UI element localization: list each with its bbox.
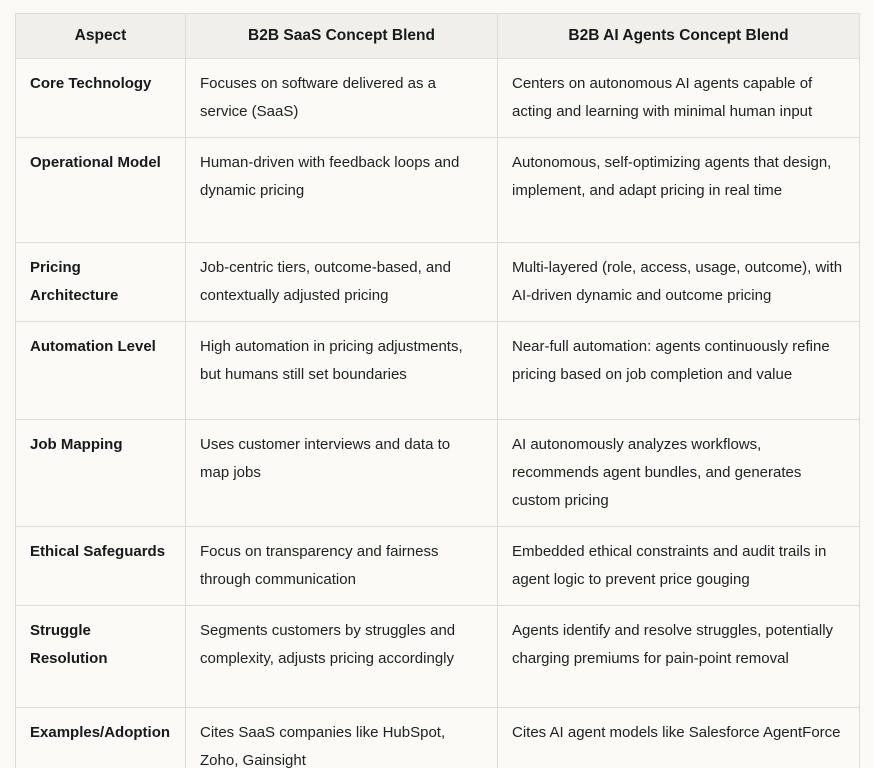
saas-cell: Human-driven with feedback loops and dynamic pricing	[186, 138, 498, 243]
saas-cell: Cites SaaS companies like HubSpot, Zoho, Gainsight	[186, 708, 498, 768]
ai-cell: Cites AI agent models like Salesforce AgentForce	[498, 708, 860, 768]
saas-cell: Uses customer interviews and data to map jobs	[186, 420, 498, 527]
header-row	[16, 14, 860, 59]
table-row-automation-level	[16, 322, 860, 420]
column-header-saas: B2B SaaS Concept Blend	[186, 14, 498, 59]
column-header-aspect: Aspect	[16, 14, 186, 59]
ai-cell: Autonomous, self-optimizing agents that design, implement, and adapt pricing in real time	[498, 138, 860, 243]
aspect-cell: Operational Model	[16, 138, 186, 243]
table-row-ethical-safeguards	[16, 527, 860, 606]
table-row-job-mapping	[16, 420, 860, 527]
ai-cell: Embedded ethical constraints and audit trails in agent logic to prevent price gouging	[498, 527, 860, 606]
saas-cell: Segments customers by struggles and complexity, adjusts pricing accordingly	[186, 606, 498, 708]
aspect-cell: Ethical Safeguards	[16, 527, 186, 606]
aspect-cell: Examples/Adoption	[16, 708, 186, 768]
aspect-cell: Job Mapping	[16, 420, 186, 527]
table-row-core-technology	[16, 59, 860, 138]
saas-cell: Focus on transparency and fairness through communication	[186, 527, 498, 606]
ai-cell: Agents identify and resolve struggles, potentially charging premiums for pain-point removal	[498, 606, 860, 708]
saas-cell: High automation in pricing adjustments, but humans still set boundaries	[186, 322, 498, 420]
aspect-cell: Automation Level	[16, 322, 186, 420]
aspect-cell: Pricing Architecture	[16, 243, 186, 322]
comparison-table	[15, 13, 860, 768]
table-row-struggle-resolution	[16, 606, 860, 708]
ai-cell: Multi-layered (role, access, usage, outcome), with AI-driven dynamic and outcome pricing	[498, 243, 860, 322]
table-row-examples-adoption	[16, 708, 860, 768]
table-row-pricing-architecture	[16, 243, 860, 322]
aspect-cell: Struggle Resolution	[16, 606, 186, 708]
saas-cell: Focuses on software delivered as a service (SaaS)	[186, 59, 498, 138]
table-row-operational-model	[16, 138, 860, 243]
saas-cell: Job-centric tiers, outcome-based, and contextually adjusted pricing	[186, 243, 498, 322]
ai-cell: AI autonomously analyzes workflows, recommends agent bundles, and generates custom pricing	[498, 420, 860, 527]
ai-cell: Near-full automation: agents continuously refine pricing based on job completion and value	[498, 322, 860, 420]
ai-cell: Centers on autonomous AI agents capable of acting and learning with minimal human input	[498, 59, 860, 138]
aspect-cell: Core Technology	[16, 59, 186, 138]
column-header-ai-agents: B2B AI Agents Concept Blend	[498, 14, 860, 59]
